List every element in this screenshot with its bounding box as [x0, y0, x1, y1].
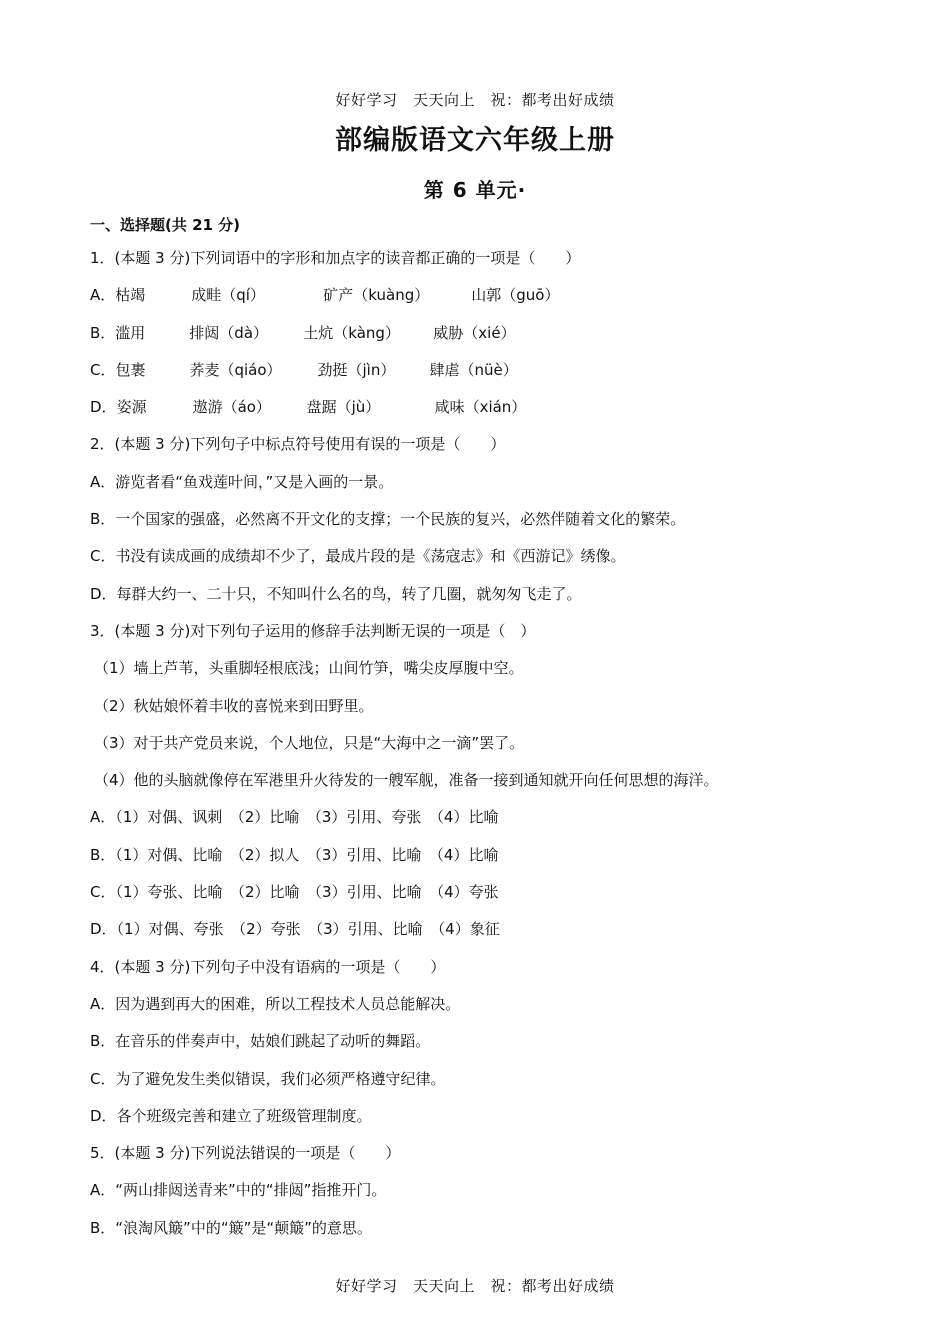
option-label: D．: [90, 398, 117, 417]
q4-option-c[interactable]: C．为了避免发生类似错误，我们必须严格遵守纪律。: [90, 1069, 446, 1088]
q1-stem: 1．(本题 3 分)下列词语中的字形和加点字的读音都正确的一项是（ ）: [90, 249, 581, 267]
q4-stem: 4．(本题 3 分)下列句子中没有语病的一项是（ ）: [90, 957, 446, 976]
option-word: 姿源: [116, 398, 147, 417]
option-label: A．: [90, 286, 116, 305]
q5-stem: 5．(本题 3 分)下列说法错误的一项是（ ）: [90, 1144, 401, 1163]
option-word: 滥用: [115, 323, 146, 342]
option-word: 包裹: [115, 360, 146, 379]
option-word: 排闼（dà）: [189, 323, 269, 342]
option-word: 肆虐（nüè）: [429, 360, 518, 379]
q4-option-b[interactable]: B．在音乐的伴奏声中，姑娘们跳起了动听的舞蹈。: [90, 1032, 431, 1051]
q2-stem: 2．(本题 3 分)下列句子中标点符号使用有误的一项是（ ）: [90, 435, 506, 454]
q3-sentence-3: （3）对于共产党员来说，个人地位，只是“大海中之一滴”罢了。: [94, 733, 525, 752]
document-title: 部编版语文六年级上册: [335, 125, 615, 156]
q1-option-c[interactable]: [90, 352, 870, 389]
option-word: 盘踞（jù）: [306, 398, 381, 417]
q1-option-d[interactable]: [90, 389, 870, 426]
unit-subtitle: 第 6 单元·: [423, 178, 527, 202]
option-label: C．: [90, 360, 116, 379]
option-word: 劲挺（jìn）: [317, 360, 396, 379]
option-word: 咸味（xián）: [434, 398, 527, 417]
q2-option-b[interactable]: B．一个国家的强盛，必然离不开文化的支撑；一个民族的复兴，必然伴随着文化的繁荣。: [90, 510, 686, 529]
option-word: 枯竭: [115, 286, 146, 305]
q3-option-a[interactable]: A．（1）对偶、讽刺 （2）比喻 （3）引用、夸张 （4）比喻: [90, 808, 499, 827]
q3-sentence-4: （4）他的头脑就像停在军港里升火待发的一艘军舰，准备一接到通知就开向任何思想的海洋。: [94, 771, 719, 790]
q5-option-b[interactable]: B．“浪淘风簸”中的“簸”是“颠簸”的意思。: [90, 1218, 372, 1237]
section-title: 一、选择题(共 21 分): [90, 216, 241, 234]
q2-option-d[interactable]: D．每群大约一、二十只，不知叫什么名的鸟，转了几圈，就匆匆飞走了。: [90, 584, 582, 603]
page-header: 好好学习 天天向上 祝：都考出好成绩: [335, 91, 615, 109]
q2-option-c[interactable]: C．书没有读成画的成绩却不少了，最成片段的是《荡寇志》和《西游记》绣像。: [90, 547, 626, 566]
q3-sentence-2: （2）秋姑娘怀着丰收的喜悦来到田野里。: [94, 696, 374, 715]
option-word: 矿产（kuàng）: [323, 286, 430, 305]
exam-content: [90, 212, 870, 1247]
q2-option-a[interactable]: A．游览者看“鱼戏莲叶间，”又是入画的一景。: [90, 472, 394, 491]
q4-option-d[interactable]: D．各个班级完善和建立了班级管理制度。: [90, 1106, 372, 1125]
q4-option-a[interactable]: A．因为遇到再大的困难，所以工程技术人员总能解决。: [90, 994, 461, 1013]
q3-sentence-1: （1）墙上芦苇，头重脚轻根底浅；山间竹笋，嘴尖皮厚腹中空。: [94, 659, 524, 678]
option-word: 荞麦（qiáo）: [189, 360, 282, 379]
page-footer: 好好学习 天天向上 祝：都考出好成绩: [335, 1277, 615, 1295]
option-word: 山郭（guō）: [471, 286, 560, 305]
q3-option-b[interactable]: B．（1）对偶、比喻 （2）拟人 （3）引用、比喻 （4）比喻: [90, 845, 499, 864]
q3-option-c[interactable]: C．（1）夸张、比喻 （2）比喻 （3）引用、比喻 （4）夸张: [90, 883, 499, 902]
option-word: 威胁（xié）: [433, 323, 516, 342]
q1-option-b[interactable]: [90, 315, 870, 352]
q3-stem: 3．(本题 3 分)对下列句子运用的修辞手法判断无误的一项是（ ）: [90, 621, 536, 640]
q5-option-a[interactable]: A．“两山排闼送青来”中的“排闼”指推开门。: [90, 1181, 387, 1200]
option-label: B．: [90, 323, 116, 342]
option-word: 成畦（qí）: [191, 286, 265, 305]
option-word: 遨游（áo）: [192, 398, 271, 417]
option-word: 土炕（kàng）: [303, 323, 400, 342]
q3-option-d[interactable]: D．（1）对偶、夸张 （2）夸张 （3）引用、比喻 （4）象征: [90, 920, 500, 939]
q1-option-a[interactable]: [90, 277, 870, 314]
